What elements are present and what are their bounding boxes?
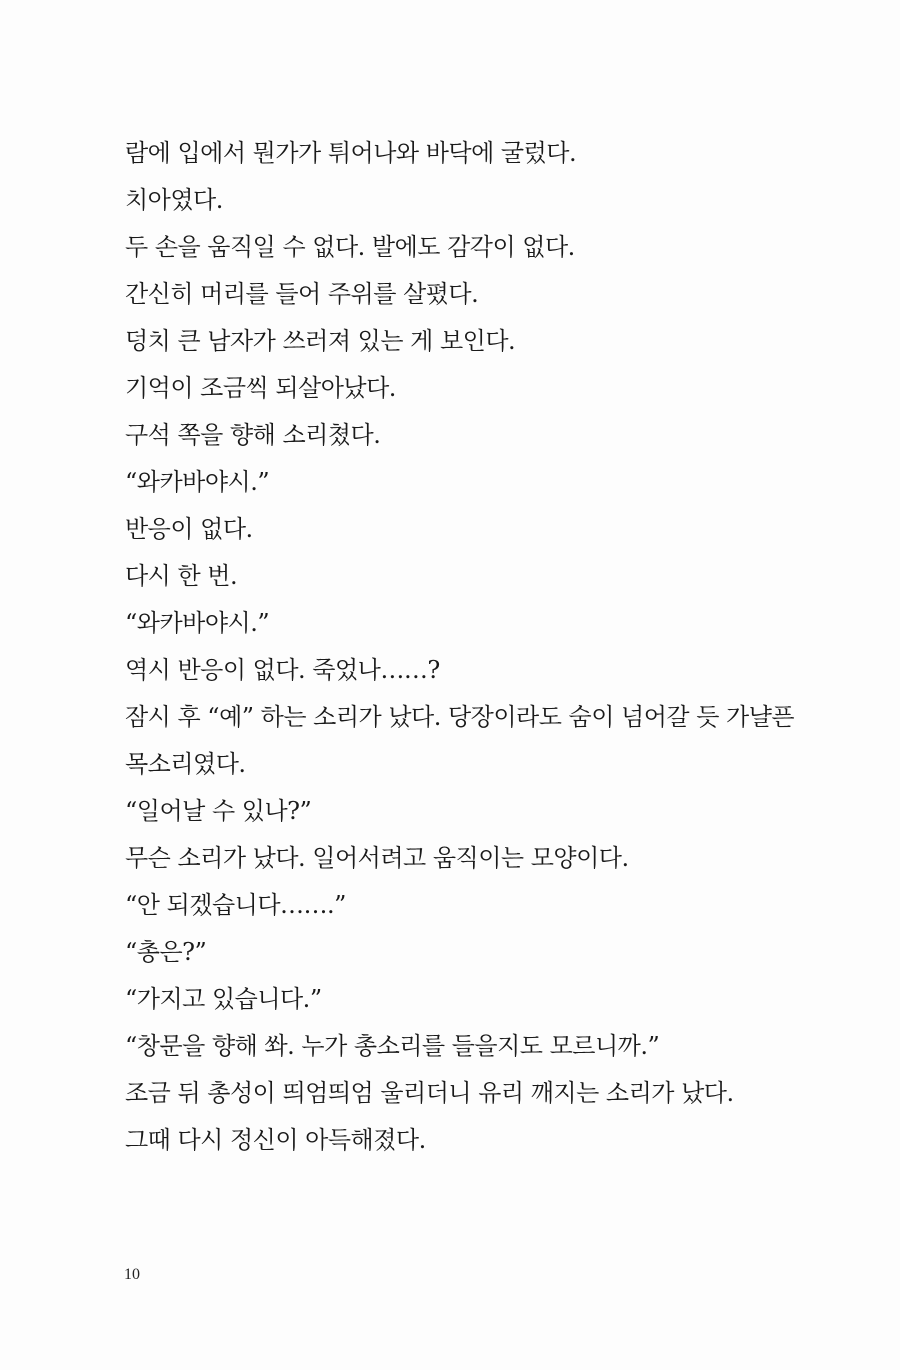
text-line: 람에 입에서 뭔가가 튀어나와 바닥에 굴렀다. xyxy=(125,139,577,167)
text-line: 치아였다. xyxy=(125,186,223,214)
text-line: 다시 한 번. xyxy=(125,562,238,590)
text-line: “일어날 수 있나?” xyxy=(125,797,312,825)
body-text xyxy=(125,130,825,1164)
text-line: 덩치 큰 남자가 쓰러져 있는 게 보인다. xyxy=(125,327,516,355)
text-line: 역시 반응이 없다. 죽었나……? xyxy=(125,656,440,684)
text-line: 잠시 후 “예” 하는 소리가 났다. 당장이라도 숨이 넘어갈 듯 가냘픈 xyxy=(125,703,795,731)
text-line: 기억이 조금씩 되살아났다. xyxy=(125,374,396,402)
text-line: 무슨 소리가 났다. 일어서려고 움직이는 모양이다. xyxy=(125,844,629,872)
page-number: 10 xyxy=(124,1266,140,1283)
text-line: “와카바야시.” xyxy=(125,468,270,496)
text-line: 구석 쪽을 향해 소리쳤다. xyxy=(125,421,381,449)
text-line: 간신히 머리를 들어 주위를 살폈다. xyxy=(125,280,479,308)
text-line: 반응이 없다. xyxy=(125,515,253,543)
text-line: “안 되겠습니다…….” xyxy=(125,891,346,919)
text-line: 그때 다시 정신이 아득해졌다. xyxy=(125,1126,426,1154)
text-line: “가지고 있습니다.” xyxy=(125,985,322,1013)
text-line: “총은?” xyxy=(125,938,207,966)
text-line: 조금 뒤 총성이 띄엄띄엄 울리더니 유리 깨지는 소리가 났다. xyxy=(125,1079,734,1107)
text-line: “창문을 향해 쏴. 누가 총소리를 들을지도 모르니까.” xyxy=(125,1032,660,1060)
text-line: “와카바야시.” xyxy=(125,609,270,637)
text-line: 목소리였다. xyxy=(125,750,246,778)
text-line: 두 손을 움직일 수 없다. 발에도 감각이 없다. xyxy=(125,233,575,261)
